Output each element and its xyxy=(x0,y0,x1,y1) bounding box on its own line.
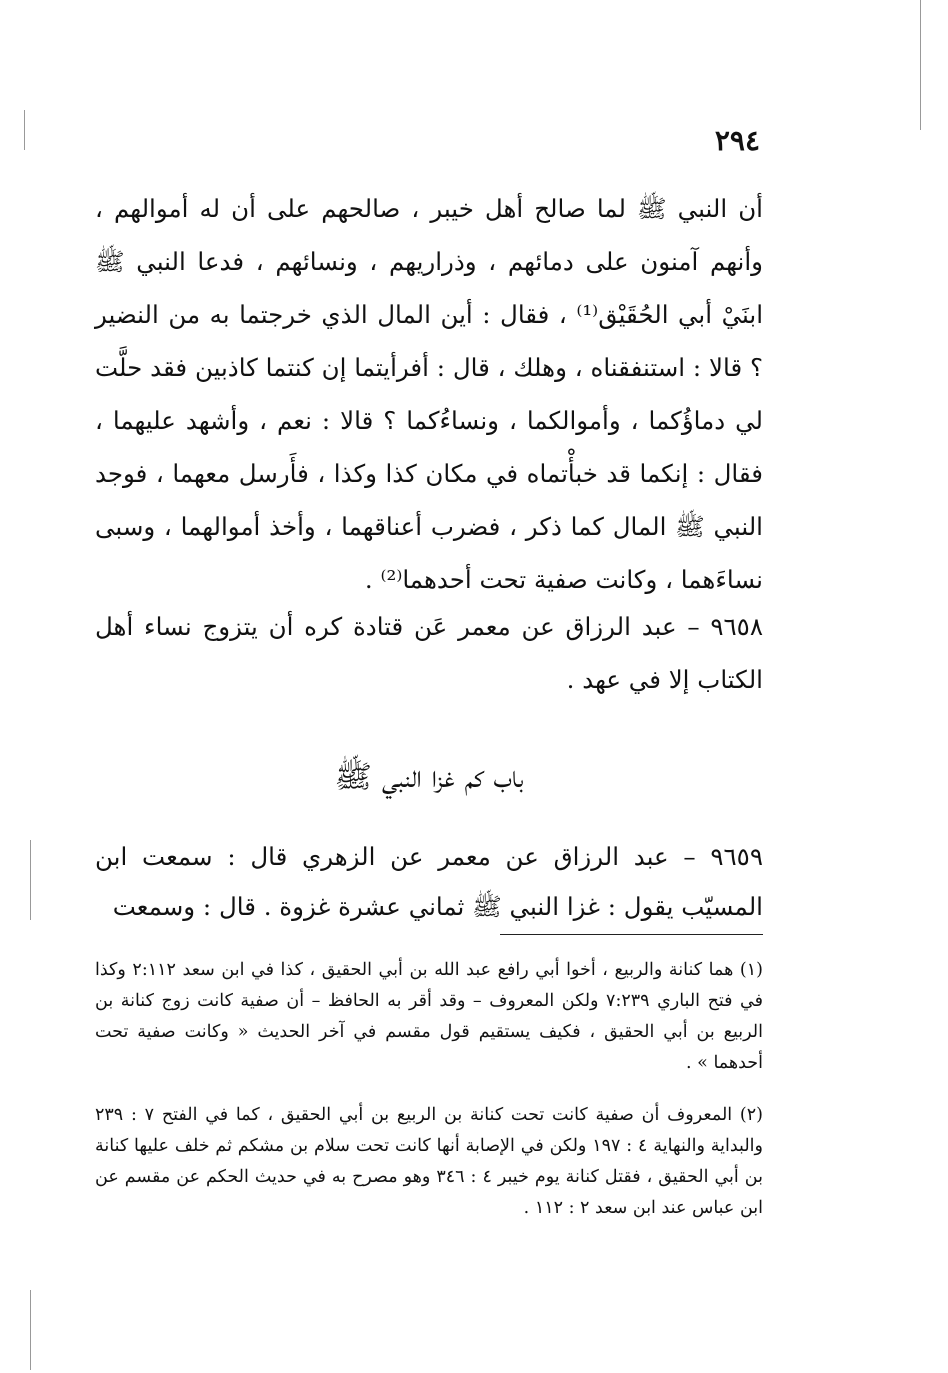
scan-edge-line xyxy=(920,0,921,130)
footnote-2: (٢) المعروف أن صفية كانت تحت كنانة بن الربيع بن أبي الحقيق ، كما في الفتح ٧ : ٢٣٩ والبداية والنهاية ٤ : ١٩٧ ولكن في الإصابة أنها كانت تحت سلام بن مشكم ثم خلف عليها كنانة بن أبي الحقيق ، فقتل كنانة يوم خيبر ٤ : ٣٤٦ وهو مصرح به في حديث الحكم عن مقسم عن ابن عباس عند ابن سعد ٢ : ١١٢ . xyxy=(95,1105,763,1218)
scan-edge-line xyxy=(30,840,31,920)
scan-edge-line xyxy=(30,1290,31,1370)
main-paragraph: أن النبي ﷺ لما صالح أهل خيبر ، صالحهم على أن له أموالهم ، وأنهم آمنون على دمائهم ، وذراريهم ، ونسائهم ، فدعا النبي ﷺ ابنَيْ أبي الحُقَيْق⁽¹⁾ ، فقال : أين المال الذي خرجتما به من النضير ؟ قالا : استنفقناه ، وهلك ، قال : أفرأيتما إن كنتما كاذبين فقد حلَّت لي دماؤُكما ، وأموالكما ، ونساءُكما ؟ قالا : نعم ، وأشهد عليهما ، فقال : إنكما قد خبأْتماه في مكان كذا وكذا ، فأَرسل معهما ، فوجد النبي ﷺ المال كما ذكر ، فضرب أعناقهما ، وأخذ أموالهما ، وسبى نساءَهما ، وكانت صفية تحت أحدهما⁽²⁾ . xyxy=(95,194,764,594)
page-number: ٢٩٤ xyxy=(714,124,760,157)
scan-edge-line xyxy=(24,110,25,150)
hadith-9658: ٩٦٥٨ – عبد الرزاق عن معمر عَن قتادة كره أن يتزوج نساء أهل الكتاب إلا في عهد . xyxy=(95,612,763,694)
hadith-9659: ٩٦٥٩ – عبد الرزاق عن معمر عن الزهري قال : سمعت ابن المسيّب يقول : غزا النبي ﷺ ثماني عشرة غزوة . قال : وسمعت xyxy=(95,842,763,921)
chapter-title: باب كم غزا النبي ﷺ xyxy=(334,759,524,795)
footnote-divider xyxy=(500,934,763,935)
footnote-1: (١) هما كنانة والربيع ، أخوا أبي رافع عبد الله بن أبي الحقيق ، كذا في ابن سعد ٢:١١٢ وكذا في فتح الباري ٧:٢٣٩ ولكن المعروف – وقد أقر به الحافظ – أن صفية كانت زوج كنانة بن الربيع بن أبي الحقيق ، فكيف يستقيم قول مقسم في آخر الحديث « وكانت صفية تحت أحدهما » . xyxy=(95,960,763,1073)
